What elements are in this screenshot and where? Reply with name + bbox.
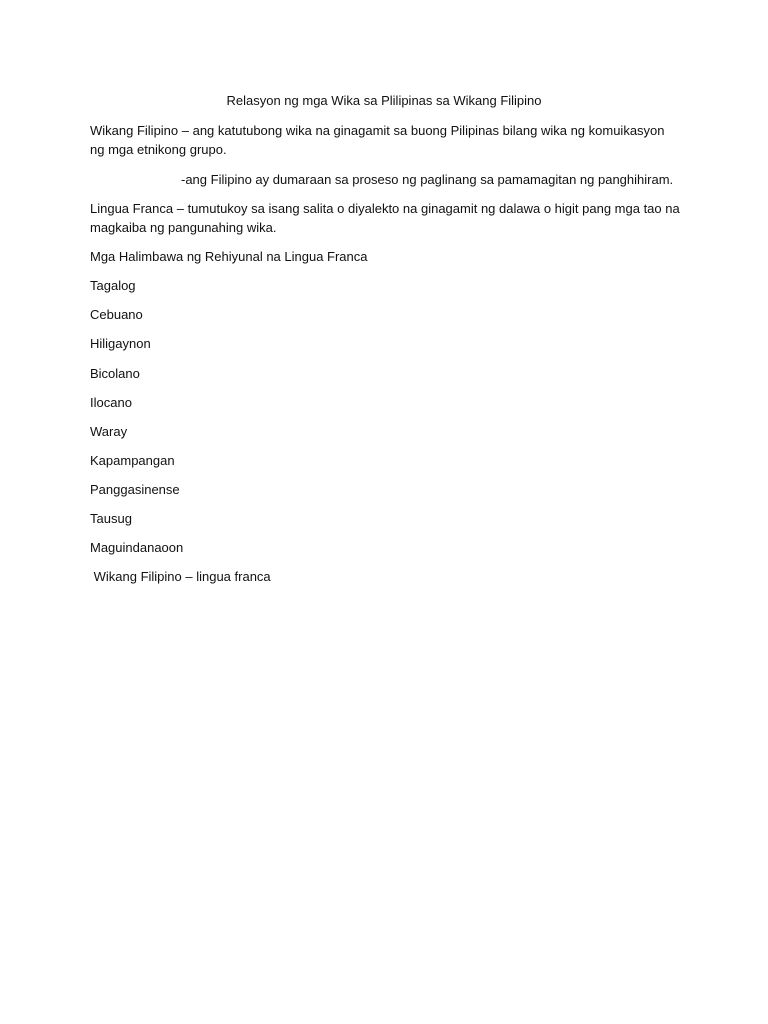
language-item: Waray xyxy=(90,424,128,439)
language-item: Ilocano xyxy=(90,395,132,410)
closing-line: Wikang Filipino – lingua franca xyxy=(90,569,271,584)
language-item: Bicolano xyxy=(90,366,140,381)
wikang-filipino-definition: Wikang Filipino – ang katutubong wika na ginagamit sa buong Pilipinas bilang wika ng komuikasyon ng mga etnikong grupo. xyxy=(90,123,665,157)
language-item: Cebuano xyxy=(90,307,143,322)
examples-heading: Mga Halimbawa ng Rehiyunal na Lingua Franca xyxy=(90,249,368,264)
language-item: Panggasinense xyxy=(90,482,180,497)
language-item: Kapampangan xyxy=(90,453,175,468)
language-item: Maguindanaoon xyxy=(90,540,184,555)
filipino-process-note: -ang Filipino ay dumaraan sa proseso ng paglinang sa pamamagitan ng panghihiram. xyxy=(181,172,674,187)
language-item: Tagalog xyxy=(90,278,136,293)
language-item: Tausug xyxy=(90,511,132,526)
language-item: Hiligaynon xyxy=(90,336,151,351)
document-title: Relasyon ng mga Wika sa Plilipinas sa Wikang Filipino xyxy=(226,93,542,108)
lingua-franca-definition: Lingua Franca – tumutukoy sa isang salita o diyalekto na ginagamit ng dalawa o higit pang mga tao na magkaiba ng pangunahing wika. xyxy=(90,201,680,235)
